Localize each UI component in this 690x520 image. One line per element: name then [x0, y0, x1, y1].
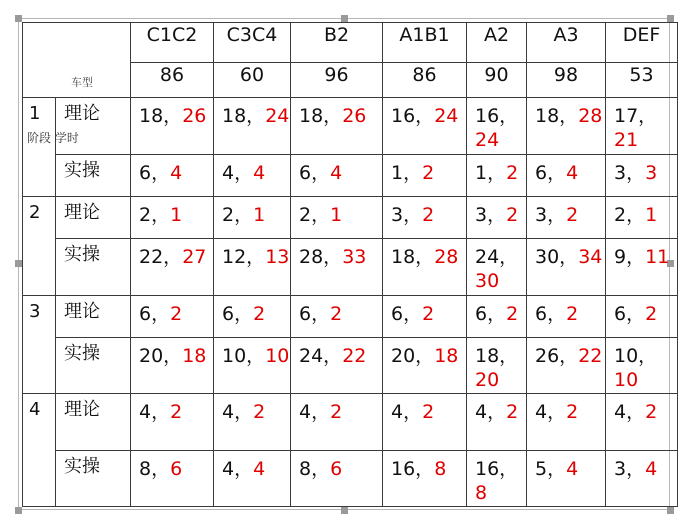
secondary-hours: 2 — [506, 203, 519, 226]
training-type-label: 实操 — [64, 159, 100, 181]
primary-hours: 2， — [139, 203, 171, 226]
secondary-hours: 28 — [578, 105, 603, 128]
secondary-hours: 21 — [614, 129, 639, 152]
secondary-hours: 3 — [645, 161, 658, 184]
primary-hours: 26， — [535, 345, 579, 368]
stage-hours-label: 阶段 学时 — [27, 131, 79, 146]
total-hours: 96 — [291, 63, 383, 98]
primary-hours: 3， — [614, 161, 646, 184]
training-type-cell — [56, 196, 131, 238]
course-hours-table — [22, 22, 678, 507]
hours-cell — [527, 450, 606, 506]
hours-cell — [291, 394, 383, 450]
primary-hours: 6， — [222, 303, 254, 326]
primary-hours: 10， — [222, 345, 266, 368]
primary-hours: 2， — [222, 203, 254, 226]
hours-cell — [131, 98, 214, 154]
secondary-hours: 2 — [566, 401, 579, 424]
stage-row — [23, 196, 678, 238]
stage-row — [23, 296, 678, 338]
primary-hours: 4， — [614, 401, 646, 424]
total-hours: 98 — [527, 63, 606, 98]
primary-hours: 18， — [391, 245, 435, 268]
secondary-hours: 20 — [475, 369, 500, 392]
hours-cell — [214, 238, 291, 295]
secondary-hours: 2 — [170, 401, 183, 424]
primary-hours: 20， — [139, 345, 183, 368]
hours-cell — [467, 296, 527, 338]
secondary-hours: 26 — [342, 105, 367, 128]
primary-hours: 4， — [391, 401, 423, 424]
stage-row — [23, 154, 678, 196]
stage-number: 3 — [29, 301, 41, 323]
primary-hours: 12， — [222, 245, 266, 268]
total-hours: 86 — [131, 63, 214, 98]
secondary-hours: 2 — [645, 401, 658, 424]
hours-cell — [291, 296, 383, 338]
resize-handle-top[interactable] — [341, 15, 348, 22]
primary-hours: 2， — [299, 203, 331, 226]
primary-hours: 6， — [139, 161, 171, 184]
training-type-cell — [56, 154, 131, 196]
hours-cell — [527, 296, 606, 338]
secondary-hours: 1 — [330, 203, 343, 226]
secondary-hours: 33 — [342, 245, 367, 268]
hours-cell — [467, 394, 527, 450]
hours-cell — [606, 196, 678, 238]
secondary-hours: 4 — [645, 457, 658, 480]
hours-cell — [131, 394, 214, 450]
secondary-hours: 27 — [182, 245, 207, 268]
stage-row — [23, 338, 678, 394]
hours-cell — [606, 98, 678, 154]
vehicle-code: C3C4 — [214, 23, 291, 63]
hours-cell — [606, 394, 678, 450]
training-type-cell — [56, 394, 131, 450]
secondary-hours: 2 — [330, 401, 343, 424]
secondary-hours: 10 — [265, 345, 290, 368]
secondary-hours: 4 — [566, 161, 579, 184]
primary-hours: 20， — [391, 345, 435, 368]
vehicle-code: A3 — [527, 23, 606, 63]
secondary-hours: 4 — [566, 457, 579, 480]
primary-hours: 18， — [475, 345, 519, 368]
primary-hours: 2， — [614, 203, 646, 226]
primary-hours: 24， — [475, 245, 519, 268]
training-type-cell — [56, 296, 131, 338]
primary-hours: 28， — [299, 245, 343, 268]
hours-cell — [467, 154, 527, 196]
primary-hours: 6， — [535, 161, 567, 184]
secondary-hours: 8 — [475, 481, 488, 504]
resize-handle-top-left[interactable] — [15, 15, 22, 22]
resize-handle-bottom[interactable] — [341, 507, 348, 514]
stage-cell — [23, 98, 79, 196]
training-type-label: 理论 — [64, 399, 100, 421]
primary-hours: 16， — [475, 105, 519, 128]
secondary-hours: 2 — [506, 401, 519, 424]
secondary-hours: 6 — [170, 457, 183, 480]
hours-cell — [383, 450, 467, 506]
stage-row — [23, 238, 678, 295]
training-type-cell — [56, 338, 131, 394]
hours-cell — [606, 154, 678, 196]
total-hours: 60 — [214, 63, 291, 98]
secondary-hours: 2 — [253, 303, 266, 326]
training-type-label: 理论 — [64, 201, 100, 223]
hours-cell — [291, 98, 383, 154]
vehicle-code: B2 — [291, 23, 383, 63]
training-type-label: 实操 — [64, 343, 100, 365]
hours-cell — [383, 196, 467, 238]
secondary-hours: 4 — [253, 161, 266, 184]
hours-cell — [527, 98, 606, 154]
secondary-hours: 10 — [614, 369, 639, 392]
hours-cell — [383, 238, 467, 295]
primary-hours: 6， — [475, 303, 507, 326]
hours-cell — [467, 338, 527, 394]
stage-cell — [23, 394, 56, 507]
secondary-hours: 28 — [434, 245, 459, 268]
primary-hours: 3， — [614, 457, 646, 480]
secondary-hours: 1 — [170, 203, 183, 226]
secondary-hours: 26 — [182, 105, 207, 128]
secondary-hours: 22 — [342, 345, 367, 368]
secondary-hours: 2 — [566, 303, 579, 326]
training-type-label: 实操 — [64, 455, 100, 477]
primary-hours: 17， — [614, 105, 658, 128]
secondary-hours: 2 — [253, 401, 266, 424]
hours-cell — [467, 98, 527, 154]
vehicle-code: A2 — [467, 23, 527, 63]
stage-row — [23, 394, 678, 450]
hours-cell — [131, 154, 214, 196]
resize-handle-bottom-left[interactable] — [15, 507, 22, 514]
hours-cell — [291, 338, 383, 394]
secondary-hours: 2 — [330, 303, 343, 326]
secondary-hours: 34 — [578, 245, 603, 268]
vehicle-code: C1C2 — [131, 23, 214, 63]
primary-hours: 1， — [475, 161, 507, 184]
training-type-label: 理论 — [64, 301, 100, 323]
hours-cell — [383, 338, 467, 394]
primary-hours: 16， — [475, 457, 519, 480]
primary-hours: 3， — [535, 203, 567, 226]
header-code-row — [23, 23, 678, 63]
secondary-hours: 4 — [170, 161, 183, 184]
primary-hours: 10， — [614, 345, 658, 368]
hours-cell — [131, 296, 214, 338]
hours-cell — [131, 196, 214, 238]
hours-cell — [291, 154, 383, 196]
secondary-hours: 2 — [422, 401, 435, 424]
training-type-label: 理论 — [64, 103, 100, 125]
secondary-hours: 1 — [645, 203, 658, 226]
hours-cell — [606, 450, 678, 506]
secondary-hours: 30 — [475, 269, 500, 292]
primary-hours: 4， — [299, 401, 331, 424]
stage-number: 1 — [29, 103, 41, 125]
stage-cell — [23, 196, 56, 295]
hours-cell — [606, 338, 678, 394]
primary-hours: 6， — [614, 303, 646, 326]
secondary-hours: 2 — [422, 203, 435, 226]
stage-number: 2 — [29, 201, 41, 223]
hours-cell — [214, 196, 291, 238]
hours-cell — [214, 98, 291, 154]
hours-cell — [467, 450, 527, 506]
secondary-hours: 2 — [422, 303, 435, 326]
training-type-cell — [56, 450, 131, 506]
secondary-hours: 18 — [434, 345, 459, 368]
primary-hours: 6， — [391, 303, 423, 326]
primary-hours: 3， — [391, 203, 423, 226]
secondary-hours: 2 — [422, 161, 435, 184]
primary-hours: 30， — [535, 245, 579, 268]
hours-cell — [527, 338, 606, 394]
secondary-hours: 11 — [645, 245, 670, 268]
primary-hours: 18， — [222, 105, 266, 128]
secondary-hours: 4 — [253, 457, 266, 480]
primary-hours: 16， — [391, 105, 435, 128]
primary-hours: 18， — [139, 105, 183, 128]
secondary-hours: 4 — [330, 161, 343, 184]
stage-row — [23, 450, 678, 506]
vehicle-code: A1B1 — [383, 23, 467, 63]
total-hours: 90 — [467, 63, 527, 98]
primary-hours: 6， — [139, 303, 171, 326]
hours-cell — [527, 196, 606, 238]
primary-hours: 5， — [535, 457, 567, 480]
training-type-label: 实操 — [64, 243, 100, 265]
secondary-hours: 13 — [265, 245, 290, 268]
hours-cell — [131, 450, 214, 506]
primary-hours: 4， — [475, 401, 507, 424]
secondary-hours: 1 — [253, 203, 266, 226]
hours-cell — [467, 238, 527, 295]
primary-hours: 4， — [222, 401, 254, 424]
secondary-hours: 24 — [265, 105, 290, 128]
stage-row — [23, 98, 678, 154]
hours-cell — [214, 450, 291, 506]
resize-handle-left[interactable] — [15, 260, 22, 267]
primary-hours: 6， — [299, 303, 331, 326]
training-type-cell — [56, 238, 131, 295]
total-hours: 53 — [606, 63, 678, 98]
hours-cell — [527, 154, 606, 196]
primary-hours: 8， — [139, 457, 171, 480]
secondary-hours: 24 — [434, 105, 459, 128]
primary-hours: 4， — [222, 161, 254, 184]
vehicle-code: DEF — [606, 23, 678, 63]
hours-cell — [527, 238, 606, 295]
hours-cell — [214, 338, 291, 394]
hours-cell — [383, 154, 467, 196]
hours-cell — [214, 154, 291, 196]
primary-hours: 6， — [535, 303, 567, 326]
primary-hours: 18， — [299, 105, 343, 128]
stage-number: 4 — [29, 399, 41, 421]
primary-hours: 6， — [299, 161, 331, 184]
secondary-hours: 2 — [506, 161, 519, 184]
resize-handle-top-right[interactable] — [667, 15, 674, 22]
hours-cell — [131, 338, 214, 394]
primary-hours: 8， — [299, 457, 331, 480]
hours-cell — [383, 296, 467, 338]
hours-cell — [214, 296, 291, 338]
hours-cell — [291, 196, 383, 238]
resize-handle-bottom-right[interactable] — [667, 507, 674, 514]
primary-hours: 18， — [535, 105, 579, 128]
header-corner-cell — [23, 23, 131, 98]
primary-hours: 4， — [139, 401, 171, 424]
secondary-hours: 2 — [506, 303, 519, 326]
secondary-hours: 22 — [578, 345, 603, 368]
primary-hours: 22， — [139, 245, 183, 268]
primary-hours: 4， — [222, 457, 254, 480]
hours-cell — [606, 296, 678, 338]
hours-cell — [214, 394, 291, 450]
primary-hours: 16， — [391, 457, 435, 480]
primary-hours: 1， — [391, 161, 423, 184]
primary-hours: 3， — [475, 203, 507, 226]
primary-hours: 4， — [535, 401, 567, 424]
total-hours: 86 — [383, 63, 467, 98]
secondary-hours: 2 — [170, 303, 183, 326]
secondary-hours: 24 — [475, 129, 500, 152]
secondary-hours: 18 — [182, 345, 207, 368]
hours-cell — [291, 450, 383, 506]
primary-hours: 24， — [299, 345, 343, 368]
secondary-hours: 2 — [566, 203, 579, 226]
hours-cell — [527, 394, 606, 450]
secondary-hours: 2 — [645, 303, 658, 326]
hours-cell — [383, 98, 467, 154]
vehicle-type-label: 车型 — [71, 76, 93, 90]
hours-cell — [383, 394, 467, 450]
hours-cell — [131, 238, 214, 295]
hours-cell — [291, 238, 383, 295]
hours-cell — [467, 196, 527, 238]
secondary-hours: 8 — [434, 457, 447, 480]
hours-cell — [606, 238, 678, 295]
secondary-hours: 6 — [330, 457, 343, 480]
stage-cell — [23, 296, 56, 394]
primary-hours: 9， — [614, 245, 646, 268]
